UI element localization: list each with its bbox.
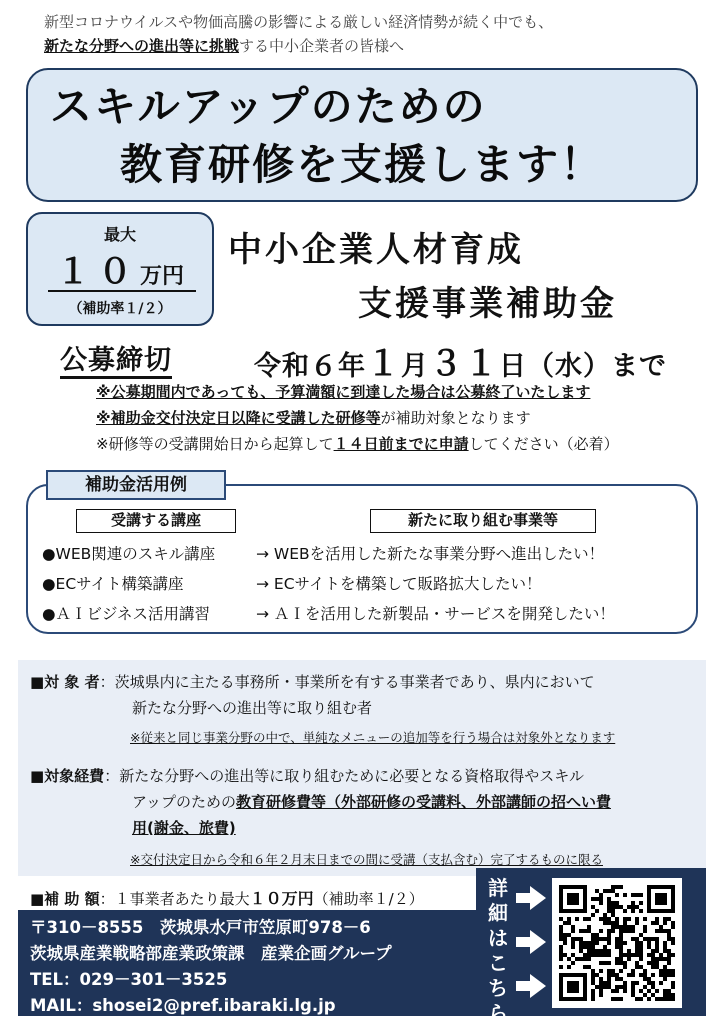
arrow-right-icon bbox=[516, 930, 546, 954]
expenses-text-1: ：新たな分野への進出等に取り組むために必要となる資格取得やスキル bbox=[104, 767, 585, 785]
deadline-day-unit: 日 bbox=[499, 351, 527, 382]
deadline-year: 令和６年 bbox=[254, 351, 366, 382]
eligibility-line-1 bbox=[30, 670, 595, 694]
note-3-rest: してください（必着） bbox=[468, 435, 619, 453]
example-plan-1: → WEBを活用した新たな事業分野へ進出したい！ bbox=[256, 545, 605, 563]
example-plan-2: → ECサイトを構築して販路拡大したい！ bbox=[256, 575, 542, 593]
example-course-1: ●WEB関連のスキル講座 bbox=[42, 545, 216, 563]
note-1-text: ※公募期間内であっても、予算満額に到達した場合は公募終了いたします bbox=[96, 383, 591, 401]
qr-code[interactable] bbox=[552, 878, 682, 1008]
intro-rest: する中小企業者の皆様へ bbox=[239, 37, 405, 55]
note-3-bold: １４日前までに申請 bbox=[333, 435, 469, 453]
intro-highlight: 新たな分野への進出等に挑戦 bbox=[44, 37, 240, 55]
deadline-label bbox=[60, 338, 172, 377]
max-underline bbox=[48, 290, 196, 292]
note-3 bbox=[96, 434, 619, 454]
subsidy-text-pre: ：１事業者あたり最大 bbox=[99, 890, 250, 908]
qr-code-icon bbox=[552, 878, 682, 1008]
expenses-label: ■対象経費 bbox=[30, 767, 105, 785]
max-amount-number: １０ bbox=[55, 252, 140, 292]
note-2-rest: が補助対象となります bbox=[380, 409, 531, 427]
subsidy-line bbox=[30, 886, 424, 909]
eligibility-note: ※従来と同じ事業分野の中で、単純なメニューの追加等を行う場合は対象外となります bbox=[130, 730, 616, 745]
examples-tag: 補助金活用例 bbox=[46, 470, 226, 500]
contact-tel: TEL：029－301－3525 bbox=[30, 970, 228, 989]
expenses-text-3-bold: 用(謝金、旅費) bbox=[132, 819, 236, 837]
examples-col-course: 受講する講座 bbox=[76, 509, 236, 533]
deadline-label-text: 公募締切 bbox=[60, 345, 172, 379]
details-char: ち bbox=[488, 976, 508, 1000]
subsidy-amount: １０万円 bbox=[249, 889, 314, 908]
arrow-right-icon bbox=[516, 974, 546, 998]
example-course-3: ●ＡＩビジネス活用講習 bbox=[42, 605, 211, 623]
subsidy-rate: （補助率１/２） bbox=[313, 890, 424, 908]
details-char: ら bbox=[488, 1001, 508, 1024]
expenses-line-2 bbox=[132, 790, 611, 814]
expenses-text-2-pre: アップのための bbox=[132, 793, 236, 811]
main-title-line-1: スキルアップのための bbox=[50, 82, 487, 131]
expenses-line-1 bbox=[30, 764, 584, 788]
max-amount-box bbox=[26, 212, 214, 326]
eligibility-label: ■対 象 者 bbox=[30, 673, 100, 691]
intro-line-1: 新型コロナウイルスや物価高騰の影響による厳しい経済情勢が続く中でも、 bbox=[44, 13, 554, 31]
expenses-line-3 bbox=[132, 816, 236, 840]
eligibility-line-2: 新たな分野への進出等に取り組む者 bbox=[132, 699, 373, 717]
note-1 bbox=[96, 382, 590, 402]
deadline-date bbox=[254, 336, 667, 385]
contact-postal: 〒310－8555 茨城県水戸市笠原町978－6 bbox=[30, 918, 371, 937]
program-name-line-1: 中小企業人材育成 bbox=[228, 230, 524, 270]
deadline-month: １ bbox=[366, 344, 401, 384]
expenses-text-2-bold: 教育研修費等（外部研修の受講料、外部講師の招へい費 bbox=[235, 793, 611, 811]
note-2 bbox=[96, 408, 531, 428]
max-label: 最大 bbox=[103, 225, 136, 244]
max-amount-unit: 万円 bbox=[139, 264, 184, 289]
details-char: 詳 bbox=[488, 876, 508, 900]
details-char: は bbox=[488, 926, 508, 950]
arrow-right-icon bbox=[516, 886, 546, 910]
program-name-line-2: 支援事業補助金 bbox=[358, 284, 617, 324]
contact-mail[interactable]: MAIL：shosei2@pref.ibaraki.lg.jp bbox=[30, 996, 336, 1015]
examples-col-plan: 新たに取り組む事業等 bbox=[370, 509, 596, 533]
details-vertical-text bbox=[486, 876, 510, 1024]
details-char: 細 bbox=[488, 901, 508, 925]
note-2-bold: ※補助金交付決定日以降に受講した研修等 bbox=[96, 409, 381, 427]
note-3-pre: ※研修等の受講開始日から起算して bbox=[96, 435, 334, 453]
main-title-box bbox=[26, 68, 698, 202]
example-plan-3: → ＡＩを活用した新製品・サービスを開発したい！ bbox=[256, 605, 615, 623]
deadline-weekday: （水）まで bbox=[527, 351, 667, 382]
eligibility-text-1: ：茨城県内に主たる事務所・事業所を有する事業者であり、県内において bbox=[99, 673, 595, 691]
details-char: こ bbox=[488, 951, 508, 975]
intro-line-2 bbox=[44, 36, 724, 56]
max-amount bbox=[28, 244, 212, 293]
main-title-line-2: 教育研修を支援します！ bbox=[120, 140, 605, 189]
deadline-month-unit: 月 bbox=[401, 351, 429, 382]
example-course-2: ●ECサイト構築講座 bbox=[42, 575, 184, 593]
expenses-note: ※交付決定日から令和６年２月末日までの間に受講（支払含む）完了するものに限る bbox=[130, 852, 603, 867]
subsidy-label: ■補 助 額 bbox=[30, 890, 100, 908]
deadline-day: ３１ bbox=[429, 344, 499, 384]
contact-dept: 茨城県産業戦略部産業政策課 産業企画グループ bbox=[30, 944, 392, 963]
max-rate: （補助率１/２） bbox=[68, 301, 172, 317]
